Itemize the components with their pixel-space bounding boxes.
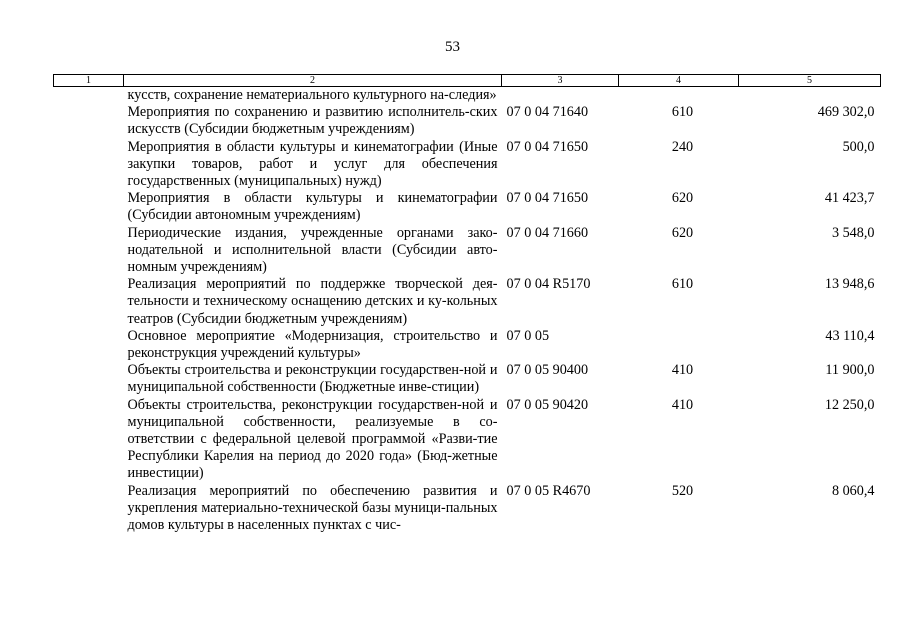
cell-code: 07 0 05 90420 [506, 396, 589, 413]
header-row [54, 75, 881, 87]
cell-code: 07 0 04 R5170 [506, 276, 591, 293]
table-row [54, 139, 881, 191]
cell-empty [54, 139, 124, 191]
cell-empty [54, 104, 124, 138]
table-row [54, 225, 881, 277]
cell-expense-type: 240 [671, 138, 694, 155]
cell-code [502, 87, 619, 105]
cell-code: 07 0 04 71660 [506, 224, 589, 241]
header-col-4: 4 [619, 75, 739, 87]
cell-empty [54, 397, 124, 483]
cell-amount: 41 423,7 [824, 190, 875, 207]
cell-amount: 8 060,4 [831, 482, 875, 499]
cell-amount: 500,0 [842, 138, 875, 155]
header-col-1: 1 [54, 75, 124, 87]
cell-empty [54, 328, 124, 362]
cell-expense-type: 620 [671, 190, 694, 207]
cell-code: 07 0 04 71650 [506, 138, 589, 155]
cell-expense-type: 610 [671, 104, 694, 121]
cell-empty [54, 87, 124, 105]
cell-description: Объекты строительства, реконструкции государствен-ной и муниципальной собственности, реализуемые в со-ответствии с федеральной целевой программой «Разви-тие Республики Карелия на период до 2020 года» (Бюд-жетные инвестиции) [127, 396, 498, 482]
cell-description: Объекты строительства и реконструкции государствен-ной и муниципальной собственности (Бюджетные инве-стиции) [127, 362, 498, 396]
cell-description: Мероприятия по сохранению и развитию исполнитель-ских искусств (Субсидии бюджетным учреждениям) [127, 104, 498, 138]
cell-amount: 3 548,0 [831, 224, 875, 241]
cell-code: 07 0 05 [506, 327, 550, 344]
header-col-3: 3 [502, 75, 619, 87]
table-row [54, 328, 881, 362]
budget-table [53, 74, 881, 534]
cell-expense-type: 620 [671, 224, 694, 241]
cell-amount: 13 948,6 [824, 276, 875, 293]
cell-expense-type: 410 [671, 362, 694, 379]
cell-empty [54, 225, 124, 277]
cell-expense-type [619, 328, 739, 362]
cell-code: 07 0 04 71640 [506, 104, 589, 121]
cell-amount: 11 900,0 [825, 362, 875, 379]
cell-empty [54, 483, 124, 535]
header-col-5: 5 [739, 75, 881, 87]
table-row [54, 104, 881, 138]
table-row [54, 190, 881, 224]
page-number: 53 [445, 39, 460, 55]
table-body [54, 87, 881, 535]
table-row [54, 362, 881, 396]
cell-amount [739, 87, 881, 105]
header-col-2: 2 [124, 75, 502, 87]
cell-description: Основное мероприятие «Модернизация, строительство и реконструкция учреждений культуры» [127, 327, 498, 362]
cell-expense-type: 610 [671, 276, 694, 293]
cell-empty [54, 276, 124, 328]
cell-description: Реализация мероприятий по обеспечению развития и укрепления материально-технической базы муници-пальных домов культуры в населенных пунктах с чис- [127, 482, 498, 534]
cell-description: Периодические издания, учрежденные органами зако-нодательной и исполнительной власти (Субсидии авто-номным учреждениям) [127, 224, 498, 276]
table-row [54, 483, 881, 535]
cell-expense-type: 410 [671, 396, 694, 413]
cell-amount: 43 110,4 [825, 327, 875, 344]
cell-code: 07 0 05 90400 [506, 362, 589, 379]
cell-expense-type: 520 [671, 482, 694, 499]
cell-description: кусств, сохранение нематериального культурного на-следия» [127, 87, 497, 103]
cell-description: Реализация мероприятий по поддержке творческой дея-тельности и техническому оснащению детских и ку-кольных театров (Субсидии бюджетным учреждениям) [127, 276, 498, 327]
cell-empty [54, 190, 124, 224]
cell-amount: 12 250,0 [824, 396, 875, 413]
table-row [54, 87, 881, 105]
cell-code: 07 0 05 R4670 [506, 482, 591, 499]
table-row [54, 397, 881, 483]
cell-empty [54, 362, 124, 396]
cell-code: 07 0 04 71650 [506, 190, 589, 207]
cell-description: Мероприятия в области культуры и кинематографии (Иные закупки товаров, работ и услуг для обеспечения государственных (муниципальных) нужд) [127, 138, 498, 190]
cell-amount: 469 302,0 [817, 104, 875, 121]
cell-expense-type [619, 87, 739, 105]
cell-description: Мероприятия в области культуры и кинематографии (Субсидии автономным учреждениям) [127, 190, 498, 224]
table-row [54, 276, 881, 328]
table-header [54, 75, 881, 87]
